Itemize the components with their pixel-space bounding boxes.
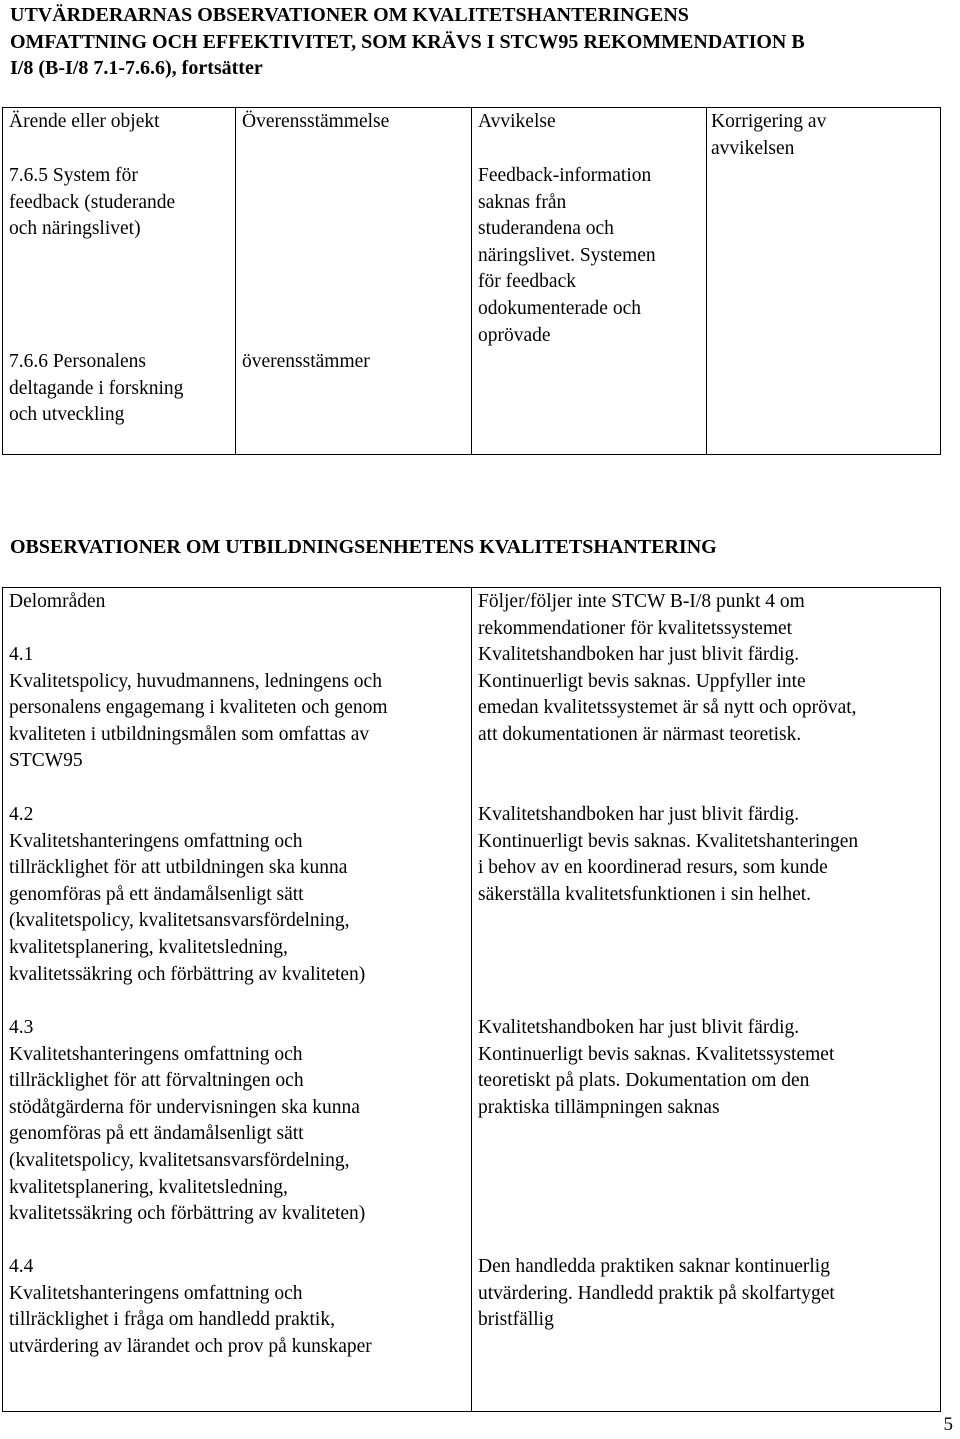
observations-table [2,587,941,1412]
heading-line-1: UTVÄRDERARNAS OBSERVATIONER OM KVALITETSHANTERINGENS [10,4,689,26]
column-deviation [472,108,707,455]
section-title: OBSERVATIONER OM UTBILDNINGSENHETENS KVALITETSHANTERING [10,536,717,558]
compliance-4-3: Kvalitetshandboken har just blivit färdig. Kontinuerligt bevis saknas. Kvalitetssystemet teoretiskt på plats. Dokumentation om den praktiska tillämpningen saknas [478,1017,835,1118]
column-correction [707,108,941,455]
evaluation-table [2,107,941,455]
compliance-4-4: Den handledda praktiken saknar kontinuerlig utvärdering. Handledd praktik på skolfartyget bristfällig [478,1256,835,1331]
header-correction: Korrigering av avvikelsen [711,111,827,159]
header-subareas: Delområden [9,591,106,612]
header-deviation: Avvikelse [478,111,556,132]
column-compliance [472,588,941,1412]
compliance-4-1: Kvalitetshandboken har just blivit färdig. Kontinuerligt bevis saknas. Uppfyller inte emedan kvalitetssystemet är så nytt och oprövat, att dokumentationen är närmast teoretisk. [478,644,857,745]
subarea-4-1: 4.1 Kvalitetspolicy, huvudmannens, ledningens och personalens engagemang i kvaliteten och genom kvaliteten i utbildningsmålen som omfattas av STCW95 [9,644,388,772]
subarea-4-2: 4.2 Kvalitetshanteringens omfattning och tillräcklighet för att utbildningen ska kunna genomföras på ett ändamålsenligt sätt (kvalitetspolicy, kvalitetsansvarsfördelning, kvalitetsplanering, kvalitetsledning, kvalitetssäkring och förbättring av kvaliteten) [9,804,366,985]
column-subareas [3,588,472,1412]
row-conformity-766: överensstämmer [242,351,370,372]
column-conformity [236,108,472,455]
header-compliance: Följer/följer inte STCW B-I/8 punkt 4 om rekommendationer för kvalitetssystemet [478,591,805,639]
header-conformity: Överensstämmelse [242,111,390,132]
heading-line-2: OMFATTNING OCH EFFEKTIVITET, SOM KRÄVS I STCW95 REKOMMENDATION B [10,30,805,53]
page-number: 5 [943,1414,953,1435]
row-item-766: 7.6.6 Personalens deltagande i forskning och utveckling [9,351,184,426]
compliance-4-2: Kvalitetshandboken har just blivit färdig. Kontinuerligt bevis saknas. Kvalitetshanteringen i behov av en koordinerad resurs, som kunde säkerställa kvalitetsfunktionen i sin helhet. [478,804,859,905]
header-item: Ärende eller objekt [9,111,160,132]
subarea-4-3: 4.3 Kvalitetshanteringens omfattning och tillräcklighet för att förvaltningen och stödåtgärderna för undervisningen ska kunna genomföras på ett ändamålsenligt sätt (kvalitetspolicy, kvalitetsansvarsfördelning, kvalitetsplanering, kvalitetsledning, kvalitetssäkring och förbättring av kvaliteten) [9,1017,366,1225]
heading-line-3: I/8 (B-I/8 7.1-7.6.6), fortsätter [10,57,263,79]
column-item [3,108,236,455]
row-deviation-765: Feedback-information saknas från studerandena och näringslivet. Systemen för feedback odokumenterade och oprövade [478,165,656,346]
subarea-4-4: 4.4 Kvalitetshanteringens omfattning och tillräcklighet i fråga om handledd praktik, utvärdering av lärandet och prov på kunskaper [9,1256,372,1357]
row-item-765: 7.6.5 System för feedback (studerande och näringslivet) [9,165,176,240]
page-heading [10,2,950,82]
